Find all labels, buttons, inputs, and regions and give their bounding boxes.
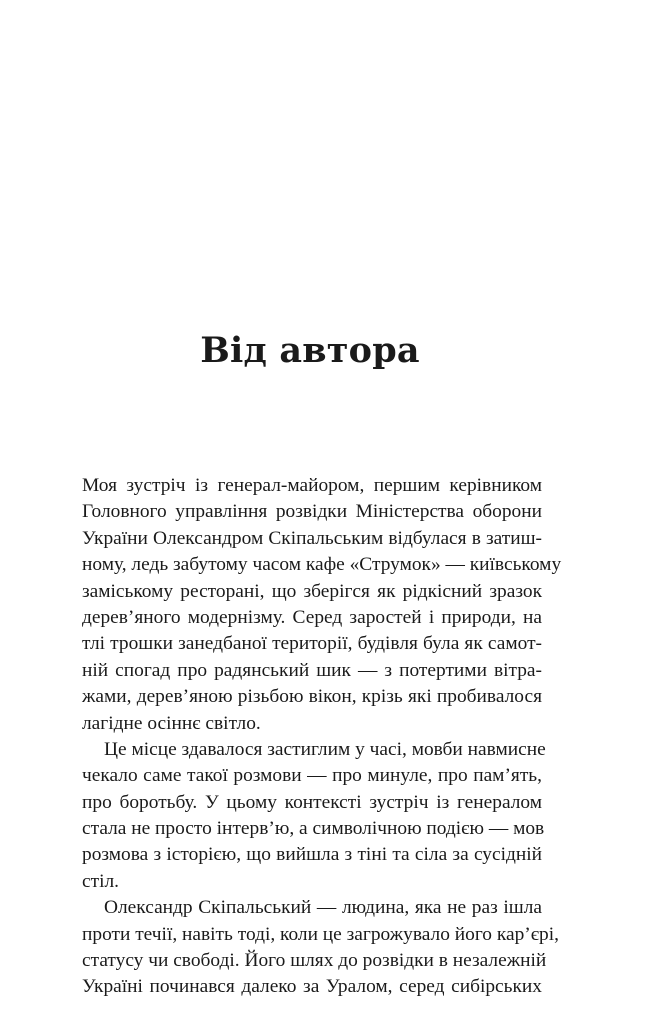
text-line: Україні починався далеко за Уралом, серед сибірських	[82, 976, 542, 998]
text-line: ній спогад про радянський шик — з потертими вітра-	[82, 659, 542, 681]
text-line: проти течії, навіть тоді, коли це загрожувало його кар’єрі,	[82, 923, 559, 945]
text-line: чекало саме такої розмови — про минуле, про пам’ять,	[82, 765, 542, 787]
text-line: розмова з історією, що вийшла з тіні та сіла за сусідній	[82, 844, 542, 866]
text-line: України Олександром Скіпальським відбулася в затиш-	[82, 527, 542, 549]
text-line: стіл.	[82, 870, 119, 892]
text-line: дерев’яного модернізму. Серед заростей і природи, на	[82, 606, 542, 628]
text-line: стала не просто інтерв’ю, а символічною подією — мов	[82, 818, 545, 840]
text-line: про боротьбу. У цьому контексті зустріч із генералом	[82, 791, 542, 813]
text-line: жами, дерев’яною різьбою вікон, крізь які пробивалося	[82, 686, 542, 708]
text-line: лагідне осіннє світло.	[82, 712, 261, 734]
text-line: статусу чи свободі. Його шлях до розвідки в незалежній	[82, 950, 547, 972]
text-line: Олександр Скіпальський — людина, яка не раз ішла	[104, 897, 542, 919]
body-text	[82, 473, 562, 1001]
text-line: ному, ледь забутому часом кафе «Струмок» — київському	[82, 554, 562, 576]
text-line: заміському ресторані, що зберігся як рідкісний зразок	[82, 580, 542, 602]
text-line: Це місце здавалося застиглим у часі, мовби навмисне	[104, 738, 546, 760]
text-line: тлі трошки занедбаної території, будівля була як самот-	[82, 633, 542, 655]
chapter-title: Від автора	[200, 330, 420, 371]
text-line: Моя зустріч із генерал-майором, першим керівником	[82, 475, 542, 496]
text-line: Головного управління розвідки Міністерства оборони	[82, 501, 542, 523]
